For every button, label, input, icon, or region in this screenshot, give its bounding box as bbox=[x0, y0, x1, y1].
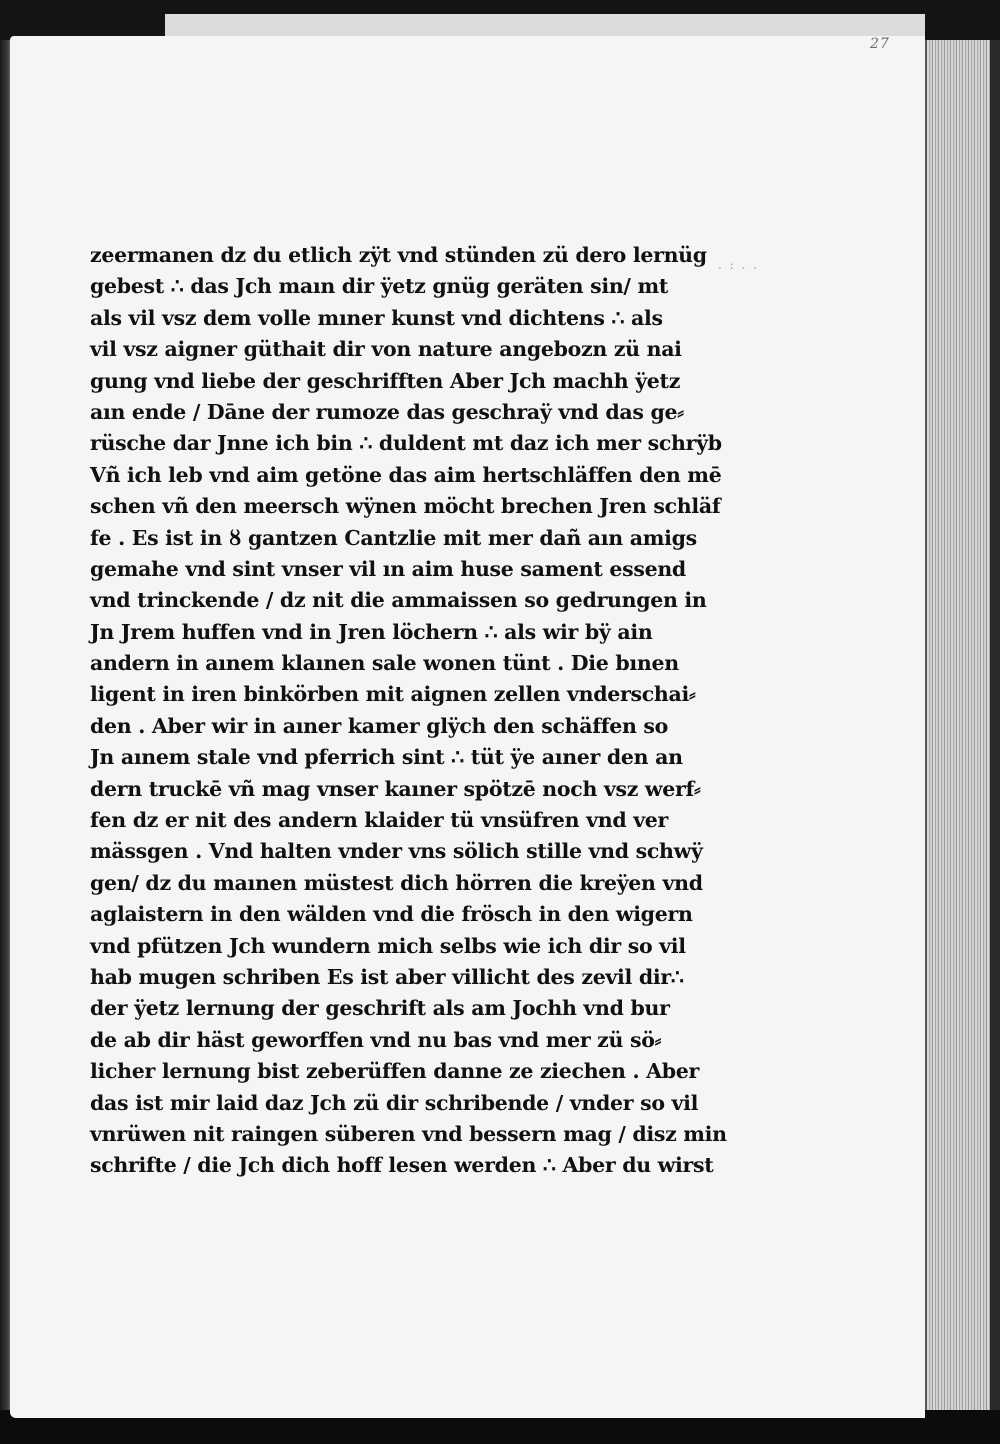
folio-number: 27 bbox=[870, 36, 890, 52]
text-line: mässgen . Vnd halten vnder vns sölich stille vnd schwÿ bbox=[90, 839, 703, 864]
text-line: Jn aınem stale vnd pferrich sint ∴ tüt ÿe aıner den an bbox=[90, 745, 683, 770]
text-line: vnrüwen nit raingen süberen vnd bessern mag / disz min bbox=[90, 1121, 727, 1146]
text-line: vnd trinckende / dz nit die ammaissen so gedrungen in bbox=[90, 588, 707, 613]
text-line: ligent in iren binkörben mit aignen zellen vnderschai⸗ bbox=[90, 682, 696, 707]
text-line: gebest ∴ das Jch maın dir ÿetz gnüg geräten sin/ mt bbox=[90, 274, 669, 299]
text-line: gen/ dz du maınen müstest dich hörren die kreÿen vnd bbox=[90, 870, 703, 895]
page-edges-stack bbox=[925, 40, 1000, 1410]
text-line: das ist mir laid daz Jch zü dir schribende / vnder so vil bbox=[90, 1090, 699, 1115]
text-line: Jn Jrem huffen vnd in Jren löchern ∴ als wir bÿ ain bbox=[90, 619, 653, 644]
text-line: den . Aber wir in aıner kamer glÿch den schäffen so bbox=[90, 713, 669, 738]
text-line: licher lernung bist zeberüffen danne ze ziechen . Aber bbox=[90, 1059, 700, 1084]
text-line: dern truckē vñ mag vnser kaıner spötzē noch vsz werf⸗ bbox=[90, 776, 701, 801]
text-line: aglaistern in den wälden vnd die frösch in den wigern bbox=[90, 902, 693, 927]
text-line: der ÿetz lernung der geschrift als am Jochh vnd bur bbox=[90, 996, 670, 1021]
right-edge-shadow bbox=[990, 40, 1000, 1410]
stray-ink-marks: . : . . bbox=[718, 258, 759, 272]
text-line: hab mugen schriben Es ist aber villicht des zevil dir∴ bbox=[90, 964, 684, 989]
text-line: aın ende / Dāne der rumoze das geschraÿ vnd das ge⸗ bbox=[90, 399, 684, 424]
text-line: andern in aınem klaınen sale wonen tünt . Die bınen bbox=[90, 651, 679, 676]
text-line: schrifte / die Jch dich hoff lesen werden ∴ Aber du wirst bbox=[90, 1153, 714, 1178]
text-line: Vñ ich leb vnd aim getöne das aim hertschläffen den mē bbox=[90, 462, 722, 487]
text-line: fen dz er nit des andern klaider tü vnsüfren vnd ver bbox=[90, 808, 669, 833]
text-line: gemahe vnd sint vnser vil ın aim huse sament essend bbox=[90, 556, 686, 581]
text-block bbox=[90, 240, 727, 1182]
text-line: vil vsz aigner güthait dir von nature angebozn zü nai bbox=[90, 337, 682, 362]
text-line: de ab dir häst geworffen vnd nu bas vnd mer zü sö⸗ bbox=[90, 1027, 662, 1052]
text-line: gung vnd liebe der geschrifften Aber Jch machh ÿetz bbox=[90, 368, 681, 393]
text-line: als vil vsz dem volle mıner kunst vnd dichtens ∴ als bbox=[90, 305, 663, 330]
text-line: vnd pfützen Jch wundern mich selbs wie ich dir so vil bbox=[90, 933, 686, 958]
text-line: zeermanen dz du etlich zÿt vnd stünden zü dero lernüg bbox=[90, 243, 707, 267]
text-line: rüsche dar Jnne ich bin ∴ duldent mt daz ich mer schrÿb bbox=[90, 431, 722, 456]
bottom-dark-strip bbox=[0, 1418, 1000, 1444]
text-line: schen vñ den meersch wÿnen möcht brechen Jren schläf bbox=[90, 494, 721, 519]
text-line: fe . Es ist in ȣ gantzen Cantzlie mit mer dañ aın amigs bbox=[90, 525, 697, 550]
